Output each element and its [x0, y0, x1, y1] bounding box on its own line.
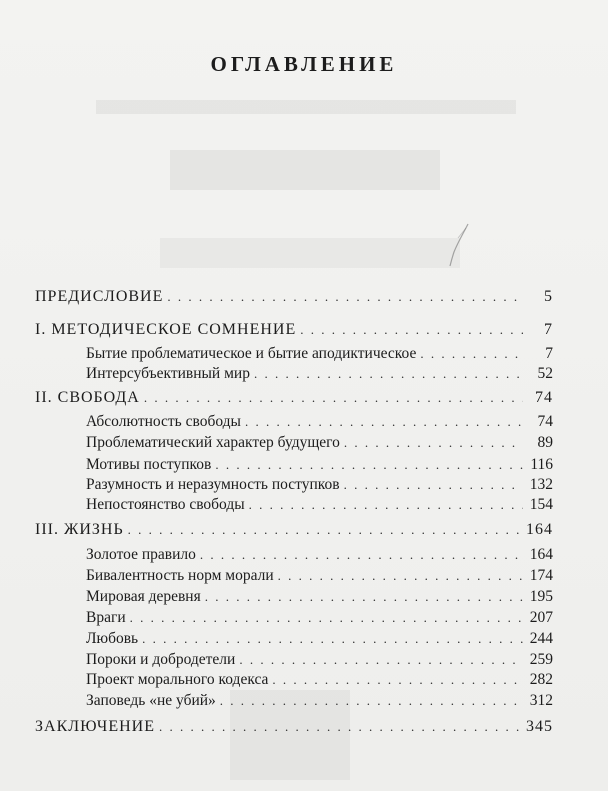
toc-entry-label: Пороки и добродетели [86, 651, 236, 668]
toc-entry-label: Мотивы поступков [86, 456, 212, 473]
toc-page-number: 5 [544, 288, 553, 305]
toc-page-number: 132 [529, 476, 553, 493]
toc-page-number: 7 [544, 321, 553, 338]
toc-page-number: 74 [537, 413, 553, 430]
toc-entry-label: Разумность и неразумность поступков [86, 476, 340, 493]
toc-entry-section [86, 364, 553, 384]
toc-page-number: 154 [529, 496, 553, 513]
toc-entry-section [86, 670, 553, 690]
toc-entry-label: Любовь [86, 630, 139, 647]
toc-entry-label: Бытие проблематическое и бытие аподиктическое [86, 345, 417, 362]
toc-entry-section [86, 587, 553, 607]
toc-entry-label: Золотое правило [86, 546, 196, 563]
toc-page-number: 74 [535, 389, 553, 406]
toc-page-number: 207 [529, 609, 553, 626]
toc-page-number: 312 [529, 692, 553, 709]
dot-leader [200, 545, 523, 565]
toc-entry-section [86, 650, 553, 670]
toc-entry-chapter [35, 287, 553, 307]
toc-entry-section [86, 566, 553, 586]
dot-leader [420, 344, 523, 364]
toc-entry-section [86, 545, 553, 565]
dot-leader [239, 650, 523, 670]
toc-entry-section [86, 608, 553, 628]
toc-page-number: 174 [529, 567, 553, 584]
toc-entry-label: Враги [86, 609, 126, 626]
toc-entry-label: II. СВОБОДА [35, 389, 140, 406]
toc-entry-label: III. ЖИЗНЬ [35, 521, 124, 538]
dot-leader [249, 495, 523, 515]
toc-entry-section [86, 412, 553, 432]
page-title: ОГЛАВЛЕНИЕ [210, 52, 398, 76]
dot-leader [128, 520, 522, 540]
dot-leader [159, 717, 522, 737]
toc-entry-chapter [35, 320, 553, 340]
toc-entry-label: I. МЕТОДИЧЕСКОЕ СОМНЕНИЕ [35, 321, 297, 338]
toc-page-number: 195 [529, 588, 553, 605]
toc-entry-section [86, 691, 553, 711]
toc-entry-label: Непостоянство свободы [86, 496, 245, 513]
toc-entry-label: Проблематический характер будущего [86, 434, 340, 451]
toc-page-number: 259 [529, 651, 553, 668]
toc-entry-section [86, 475, 553, 495]
toc-entry-label: Проект морального кодекса [86, 671, 269, 688]
dot-leader [254, 364, 523, 384]
toc-page-number: 164 [526, 521, 553, 538]
toc-entry-section [86, 629, 553, 649]
dot-leader [220, 691, 523, 711]
dot-leader [278, 566, 523, 586]
toc-entry-section [86, 433, 553, 453]
toc-entry-section [86, 455, 553, 475]
dot-leader [167, 287, 523, 307]
toc-entry-chapter [35, 388, 553, 408]
toc-page-number: 164 [529, 546, 553, 563]
toc-page-number: 52 [537, 365, 553, 382]
toc-entry-label: Заповедь «не убий» [86, 692, 216, 709]
toc-page-number: 7 [545, 345, 553, 362]
dot-leader [205, 587, 523, 607]
toc-page-number: 282 [529, 671, 553, 688]
dot-leader [344, 433, 523, 453]
dot-leader [144, 388, 523, 408]
toc-entry-label: Интерсубъективный мир [86, 365, 250, 382]
toc-entry-chapter [35, 717, 553, 737]
dot-leader [300, 320, 523, 340]
dot-leader [142, 629, 523, 649]
dot-leader [215, 455, 523, 475]
dot-leader [272, 670, 523, 690]
toc-entry-label: Мировая деревня [86, 588, 201, 605]
toc-page-number: 89 [537, 434, 553, 451]
dot-leader [130, 608, 523, 628]
toc-entry-label: ПРЕДИСЛОВИЕ [35, 288, 164, 305]
toc-entry-label: Абсолютность свободы [86, 413, 241, 430]
dot-leader [245, 412, 523, 432]
toc-entry-chapter [35, 520, 553, 540]
toc-page-number: 116 [530, 456, 553, 473]
toc-entry-section [86, 495, 553, 515]
toc-page-number: 244 [529, 630, 553, 647]
toc-page-number: 345 [526, 718, 553, 735]
toc-entry-section [86, 344, 553, 364]
toc-entry-label: ЗАКЛЮЧЕНИЕ [35, 718, 155, 735]
dot-leader [344, 475, 523, 495]
toc-entry-label: Бивалентность норм морали [86, 567, 274, 584]
